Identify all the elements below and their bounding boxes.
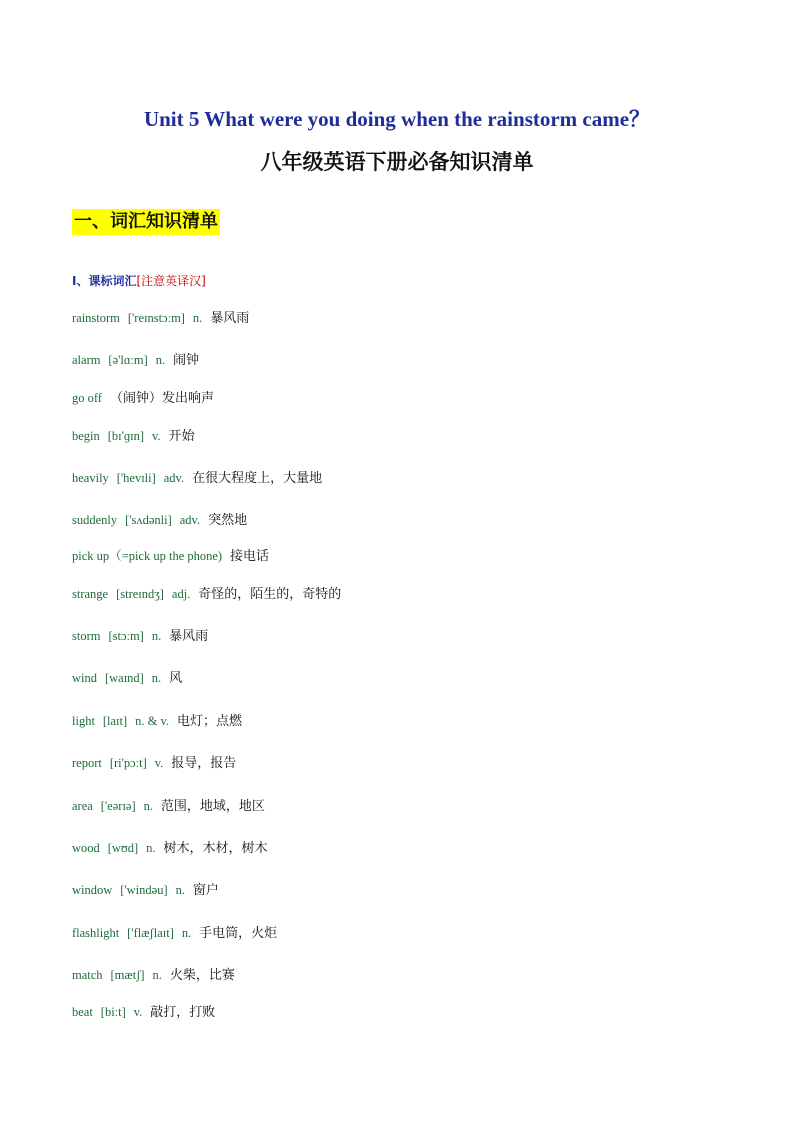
vocab-word: window	[72, 883, 113, 897]
vocab-item	[72, 713, 250, 730]
vocab-meaning: 奇怪的，陌生的，奇特的	[198, 587, 342, 602]
vocab-phonetic: ['hevɪli]	[116, 471, 156, 485]
vocab-meaning: （闹钟）发出响声	[109, 391, 214, 406]
vocab-meaning: 接电话	[230, 549, 270, 564]
vocab-phonetic: [wʊd]	[107, 841, 139, 855]
vocab-pos: v.	[151, 429, 161, 443]
vocab-pos: n.	[146, 841, 156, 855]
vocab-word: report	[72, 756, 102, 770]
page-title-en: Unit 5 What were you doing when the rainstorm came？	[143, 107, 651, 131]
vocab-pos: n.	[181, 926, 192, 940]
vocab-phonetic: [mætʃ]	[110, 968, 145, 982]
vocab-word: storm	[72, 629, 101, 643]
vocab-phonetic: [stɔːm]	[108, 629, 144, 643]
vocab-phonetic: [biːt]	[100, 1005, 126, 1019]
vocab-phonetic: ['windəu]	[120, 883, 168, 897]
vocab-phonetic: [ə'lɑːm]	[108, 353, 148, 367]
vocab-item	[72, 755, 244, 772]
vocab-item	[72, 548, 277, 565]
vocab-item	[72, 586, 349, 603]
vocab-word: begin	[72, 429, 100, 443]
vocab-item	[72, 390, 222, 407]
subheading-number: I、课标词汇	[72, 274, 137, 288]
vocab-meaning: 报导，报告	[171, 756, 237, 771]
vocab-word: area	[72, 799, 93, 813]
vocab-phonetic: ['reɪnstɔːm]	[127, 311, 185, 325]
vocab-item	[72, 882, 227, 899]
vocab-item	[72, 925, 285, 942]
vocab-pos: n.	[175, 883, 185, 897]
vocab-word: light	[72, 714, 95, 728]
vocab-phonetic: [laɪt]	[102, 714, 128, 728]
vocab-item	[72, 840, 275, 857]
vocab-word: beat	[72, 1005, 93, 1019]
subheading-note: [注意英译汉]	[136, 274, 206, 288]
vocab-phonetic: ['eərɪə]	[100, 799, 136, 813]
vocab-pos: n.	[152, 968, 162, 982]
vocab-item	[72, 670, 190, 687]
vocab-item	[72, 428, 202, 445]
vocab-meaning: 窗户	[192, 883, 219, 898]
vocab-item	[72, 352, 207, 369]
vocab-word: suddenly	[72, 513, 118, 527]
vocab-pos: v.	[133, 1005, 143, 1019]
vocab-pos: n.	[155, 353, 166, 367]
vocab-word: wood	[72, 841, 100, 855]
vocab-meaning: 火柴，比赛	[169, 968, 235, 983]
vocab-pos: v.	[154, 756, 164, 770]
vocab-meaning: 开始	[168, 429, 195, 444]
vocab-pos: adv.	[179, 513, 201, 527]
vocab-pos: n.	[143, 799, 153, 813]
vocab-meaning: 树木，木材，树木	[163, 841, 268, 856]
vocab-pos: n.	[151, 671, 162, 685]
vocab-word: wind	[72, 671, 97, 685]
vocab-word: alarm	[72, 353, 101, 367]
vocab-word: pick up（=pick up the phone)	[72, 549, 223, 563]
vocab-word: rainstorm	[72, 311, 120, 325]
vocab-phonetic: [bɪ'ɡɪn]	[107, 429, 145, 443]
vocab-item	[72, 470, 330, 487]
section-heading: 一、词汇知识清单	[72, 209, 220, 235]
page-title-zh: 八年级英语下册必备知识清单	[260, 150, 534, 174]
vocab-phonetic: [ri'pɔːt]	[109, 756, 147, 770]
vocab-meaning: 在很大程度上，大量地	[192, 471, 323, 486]
vocab-item	[72, 967, 243, 984]
vocab-item	[72, 1004, 223, 1021]
vocab-phonetic: [streɪndʒ]	[116, 587, 164, 601]
vocab-phonetic: ['flæʃlaɪt]	[127, 926, 174, 940]
vocab-word: flashlight	[72, 926, 120, 940]
vocab-phonetic: ['sʌdənli]	[125, 513, 172, 527]
vocab-meaning: 闹钟	[173, 353, 200, 368]
vocab-item	[72, 798, 273, 815]
vocab-pos: n. & v.	[135, 714, 170, 728]
vocab-phonetic: [waɪnd]	[104, 671, 144, 685]
vocab-pos: adj.	[171, 587, 191, 601]
vocab-meaning: 突然地	[208, 513, 248, 528]
vocab-meaning: 敲打，打败	[150, 1005, 216, 1020]
vocab-meaning: 暴风雨	[169, 629, 209, 644]
vocab-meaning: 范围，地域，地区	[160, 799, 265, 814]
vocab-meaning: 暴风雨	[210, 311, 250, 326]
vocab-pos: n.	[192, 311, 203, 325]
vocab-word: go off	[72, 391, 102, 405]
vocab-meaning: 电灯；点燃	[177, 714, 243, 729]
vocab-word: strange	[72, 587, 109, 601]
vocab-word: heavily	[72, 471, 109, 485]
vocab-item	[72, 310, 257, 327]
vocab-item	[72, 628, 216, 645]
vocab-meaning: 手电筒，火炬	[199, 926, 278, 941]
vocab-pos: adv.	[163, 471, 185, 485]
vocab-word: match	[72, 968, 103, 982]
subheading	[72, 272, 206, 289]
vocab-pos: n.	[151, 629, 162, 643]
vocab-item	[72, 512, 255, 529]
vocab-meaning: 风	[169, 671, 183, 686]
